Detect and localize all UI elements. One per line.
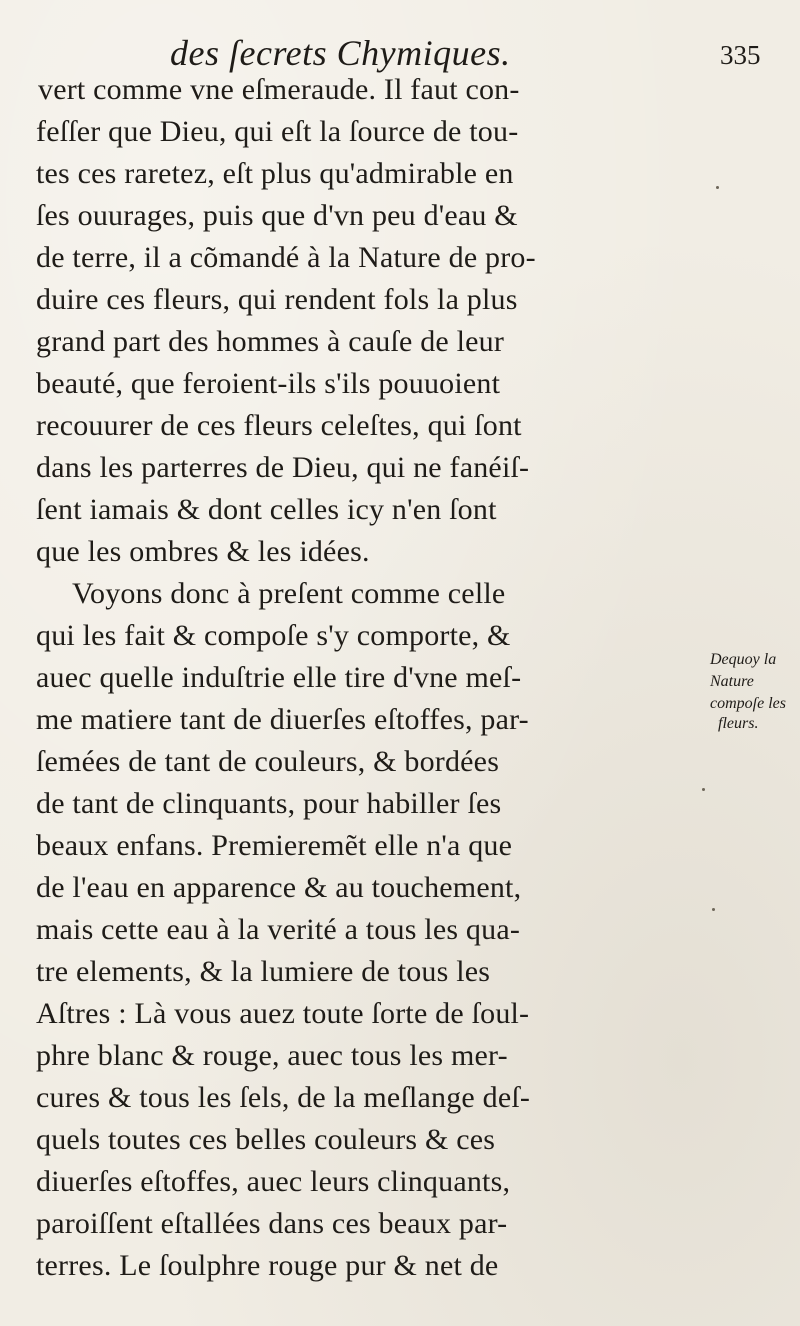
text-line: phre blanc & rouge, auec tous les mer- (36, 1039, 508, 1072)
text-line: grand part des hommes à cauſe de leur (36, 325, 505, 358)
text-line: paroiſſent eſtallées dans ces beaux par- (36, 1207, 508, 1240)
text-line: beaux enfans. Premieremẽt elle n'a que (36, 829, 513, 862)
text-line: quels toutes ces belles couleurs & ces (36, 1123, 496, 1156)
text-line: duire ces fleurs, qui rendent fols la plus (36, 283, 518, 316)
text-line: feſſer que Dieu, qui eſt la ſource de tou- (36, 115, 519, 148)
text-line: qui les fait & compoſe s'y comporte, & (36, 619, 511, 652)
margin-note-line: Nature (710, 673, 754, 690)
text-line: tre elements, & la lumiere de tous les (36, 955, 491, 988)
page-number: 335 (720, 40, 761, 70)
text-line: que les ombres & les idées. (36, 535, 370, 568)
ink-speck (702, 788, 705, 791)
margin-note-line: Dequoy la (710, 651, 777, 668)
text-line: Aſtres : Là vous auez toute ſorte de ſoul- (36, 997, 530, 1030)
ink-speck (712, 908, 715, 911)
text-line: de l'eau en apparence & au touchement, (36, 871, 522, 904)
text-line: auec quelle induſtrie elle tire d'vne meſ- (36, 661, 522, 694)
text-line: ſent iamais & dont celles icy n'en ſont (36, 493, 497, 526)
text-line: beauté, que feroient-ils s'ils pouuoient (36, 367, 501, 400)
margin-note-line: fleurs. (718, 715, 759, 732)
text-line: dans les parterres de Dieu, qui ne fanéiſ- (36, 451, 530, 484)
text-line: mais cette eau à la verité a tous les qua- (36, 913, 521, 946)
text-line: tes ces raretez, eſt plus qu'admirable en (36, 157, 514, 190)
text-line: de terre, il a cõmandé à la Nature de pro- (36, 241, 536, 274)
text-line: diuerſes eſtoffes, auec leurs clinquants, (36, 1165, 511, 1198)
ink-speck (716, 186, 719, 189)
text-line: terres. Le ſoulphre rouge pur & net de (36, 1249, 499, 1282)
page-header (0, 10, 800, 73)
text-line: recouurer de ces fleurs celeſtes, qui ſont (36, 409, 522, 442)
text-line: de tant de clinquants, pour habiller ſes (36, 787, 502, 820)
text-line: ſemées de tant de couleurs, & bordées (36, 745, 500, 778)
margin-note-line: compoſe les (710, 695, 786, 712)
text-line: ſes ouurages, puis que d'vn peu d'eau & (36, 199, 518, 232)
text-line: vert comme vne eſmeraude. Il faut con- (38, 73, 520, 106)
text-line: cures & tous les ſels, de la meſlange deſ- (36, 1081, 531, 1114)
text-line: me matiere tant de diuerſes eſtoffes, par- (36, 703, 529, 736)
text-line: Voyons donc à preſent comme celle (72, 577, 506, 610)
running-title: des ſecrets Chymiques. (170, 33, 511, 73)
